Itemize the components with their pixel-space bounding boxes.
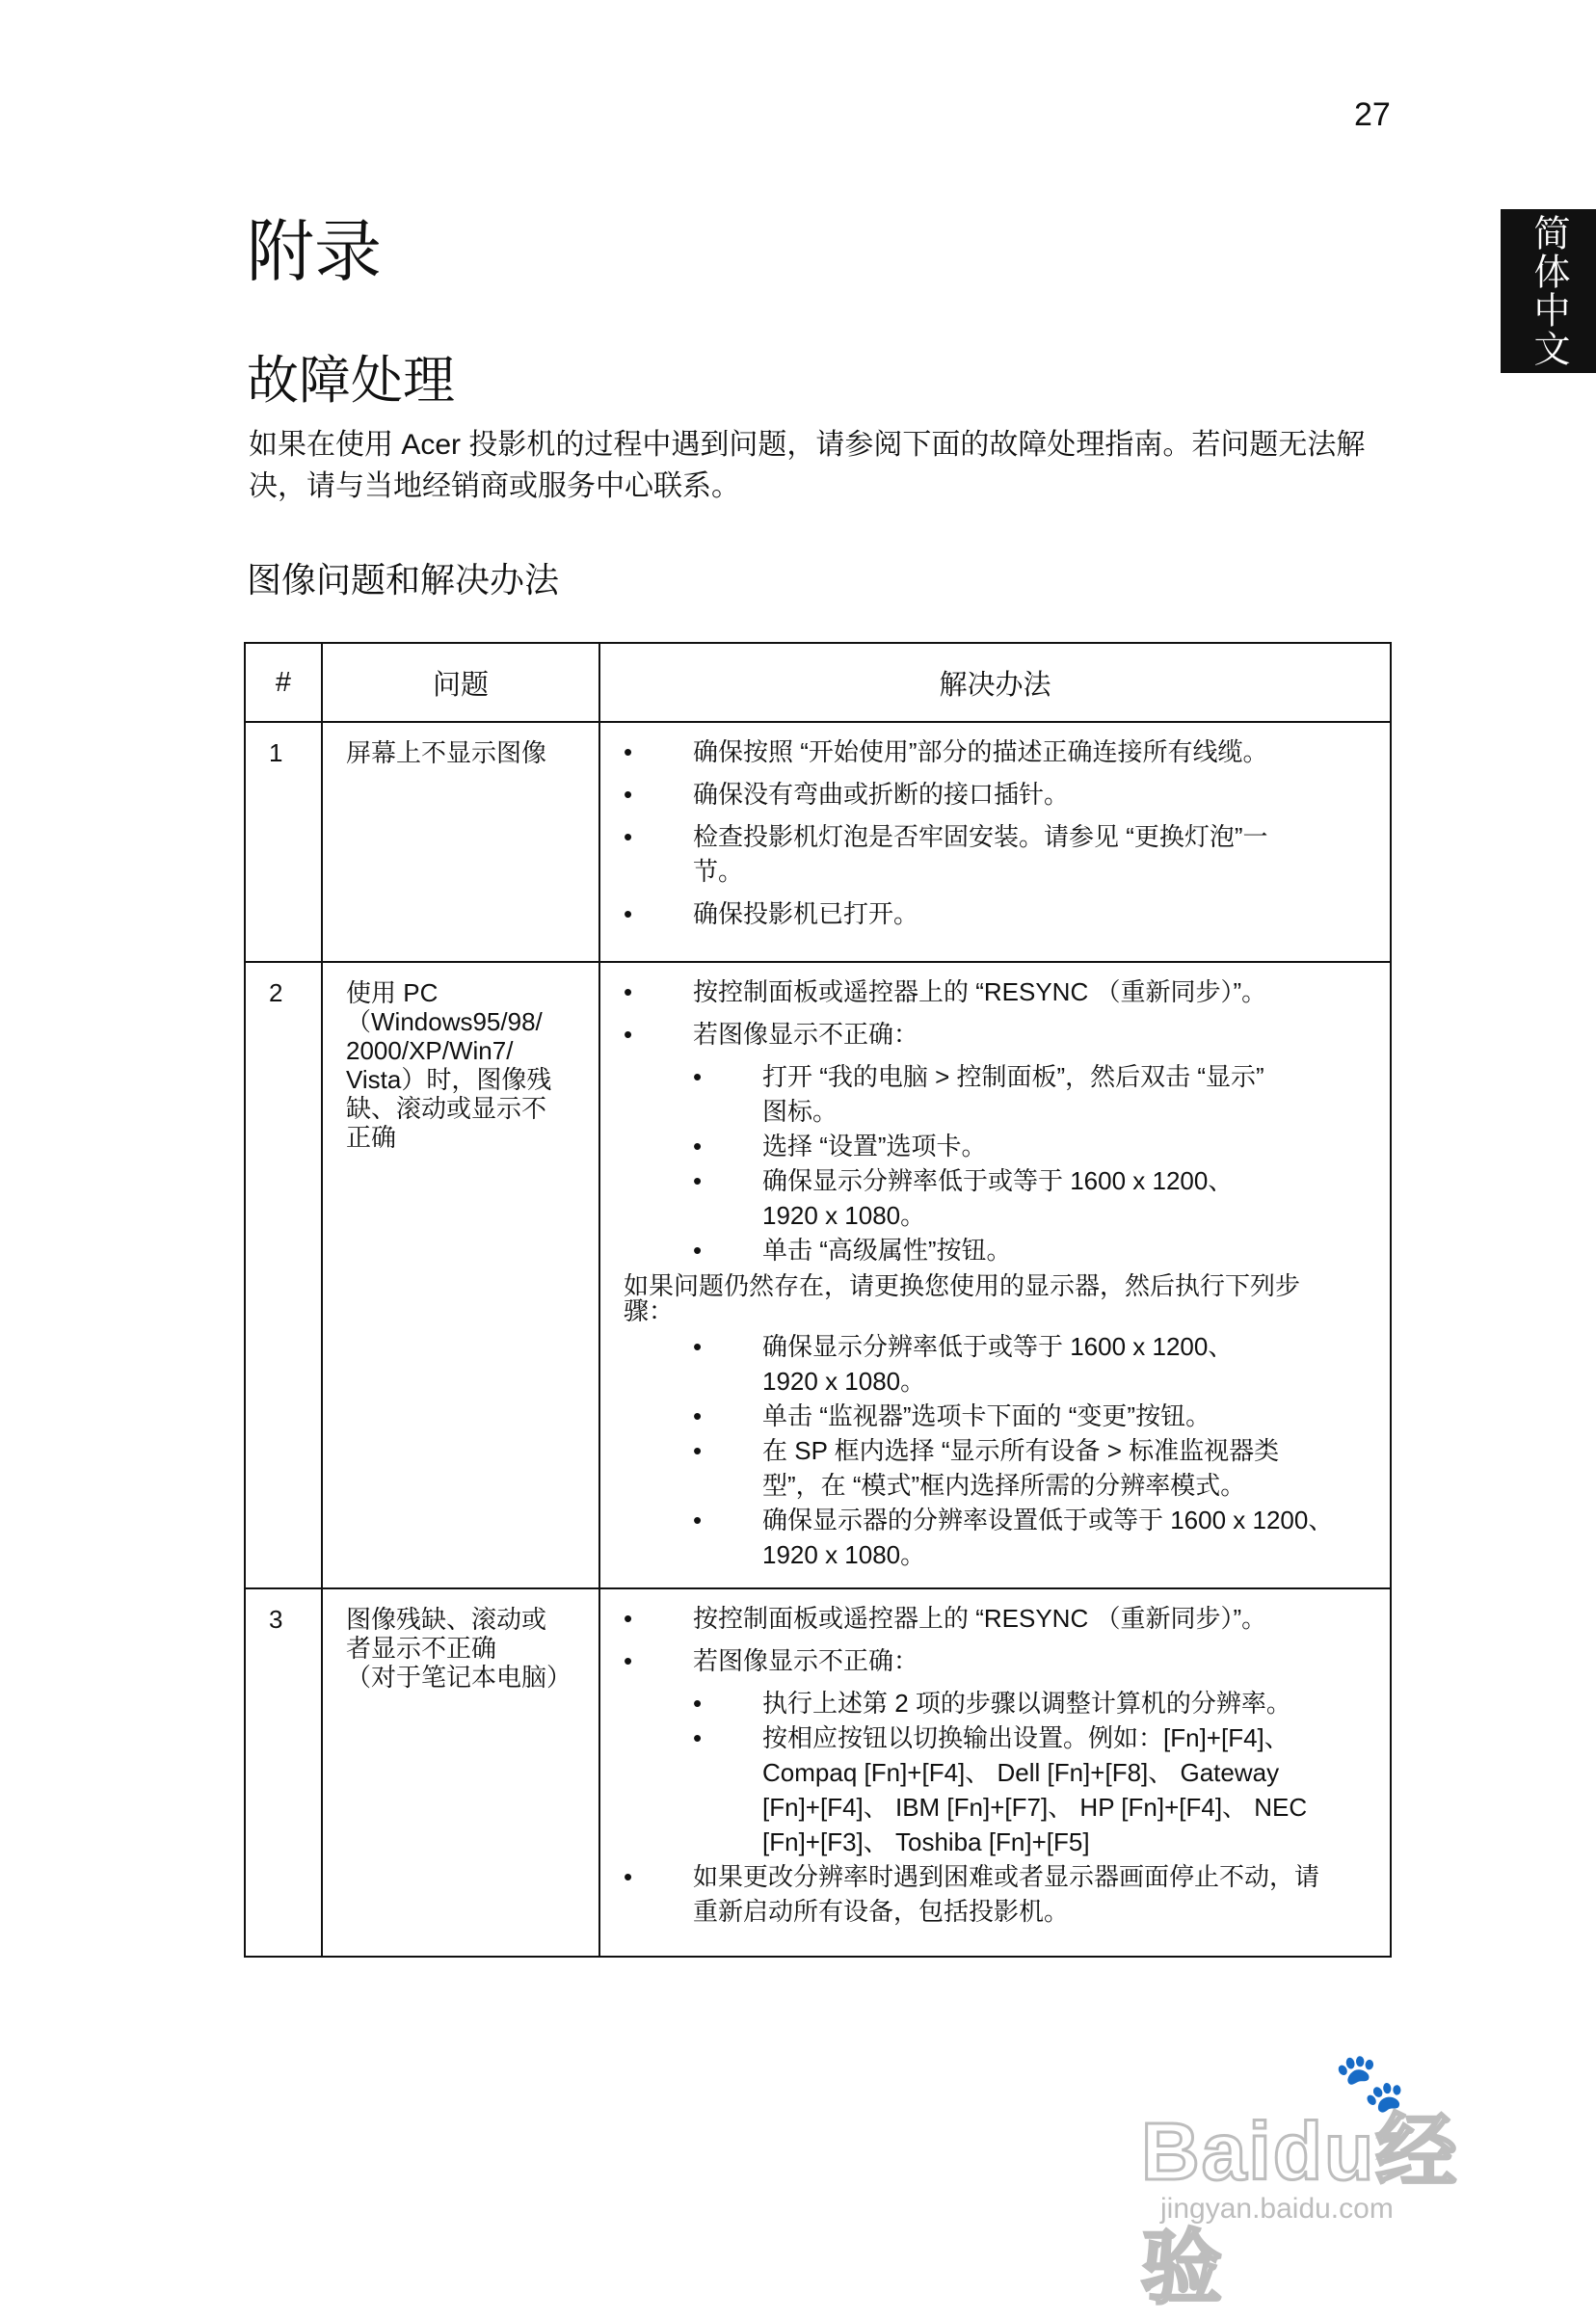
solution-line: 1920 x 1080。 xyxy=(762,1367,926,1396)
solution-line: 若图像显示不正确： xyxy=(693,1646,919,1675)
solution-line: 确保没有弯曲或折断的接口插针。 xyxy=(693,780,1070,809)
solution-line: 确保投影机已打开。 xyxy=(693,899,919,928)
solution-line: 如果问题仍然存在，请更换您使用的显示器，然后执行下列步 xyxy=(624,1271,1301,1300)
solution-line: 骤： xyxy=(624,1296,675,1325)
bullet-icon: • xyxy=(693,1723,703,1752)
row-number: 2 xyxy=(246,963,323,1587)
problem-line: （对于笔记本电脑） xyxy=(346,1663,572,1692)
problem-line: Vista）时，图像残 xyxy=(346,1065,552,1094)
problem-line: 屏幕上不显示图像 xyxy=(346,738,547,767)
solution-cell xyxy=(600,1589,1390,1956)
solution-line: 1920 x 1080。 xyxy=(762,1540,926,1569)
bullet-icon: • xyxy=(624,822,633,851)
solution-item xyxy=(600,896,1380,931)
solution-item xyxy=(600,1859,1380,1929)
bullet-icon: • xyxy=(624,780,633,809)
bullet-icon: • xyxy=(693,1062,703,1091)
solution-line: 确保按照 “开始使用”部分的描述正确连接所有线缆。 xyxy=(693,737,1268,766)
solution-item xyxy=(600,1643,1380,1678)
solution-item xyxy=(600,777,1380,812)
problem-line: 者显示不正确 xyxy=(346,1634,497,1663)
solution-sub-item xyxy=(600,1503,1380,1572)
solution-line: 单击 “监视器”选项卡下面的 “变更”按钮。 xyxy=(762,1401,1211,1430)
problem-cell xyxy=(323,1589,600,1956)
bullet-icon: • xyxy=(693,1689,703,1718)
solution-line: 型”，在 “模式”框内选择所需的分辨率模式。 xyxy=(762,1471,1246,1500)
solution-sub-item xyxy=(600,1720,1380,1859)
solution-line: 若图像显示不正确： xyxy=(693,1020,919,1049)
problem-line: 使用 PC xyxy=(346,978,439,1007)
language-tab xyxy=(1501,209,1596,373)
section-title: 故障处理 xyxy=(247,352,455,410)
solution-line: 按控制面板或遥控器上的 “RESYNC （重新同步）”。 xyxy=(693,977,1267,1006)
watermark-logo: Baidu经验 xyxy=(1141,2106,1459,2313)
solution-item xyxy=(600,1601,1380,1636)
watermark-url: jingyan.baidu.com xyxy=(1160,2193,1394,2225)
solution-sub-item xyxy=(600,1399,1380,1433)
solution-line: Compaq [Fn]+[F4]、 Dell [Fn]+[F8]、 Gateway xyxy=(762,1758,1280,1787)
solution-item xyxy=(600,974,1380,1009)
solution-line: 在 SP 框内选择 “显示所有设备 > 标准监视器类 xyxy=(762,1436,1280,1465)
solution-item xyxy=(600,1017,1380,1052)
problem-line: 缺、滚动或显示不 xyxy=(346,1094,547,1123)
solution-line: 按相应按钮以切换输出设置。例如：[Fn]+[F4]、 xyxy=(762,1723,1290,1752)
solution-line: 如果更改分辨率时遇到困难或者显示器画面停止不动，请 xyxy=(693,1862,1320,1891)
header-problem: 问题 xyxy=(323,644,600,721)
solution-line: 确保显示器的分辨率设置低于或等于 1600 x 1200、 xyxy=(762,1506,1334,1534)
page-number: 27 xyxy=(1354,96,1391,133)
bullet-icon: • xyxy=(693,1506,703,1534)
solution-line: 按控制面板或遥控器上的 “RESYNC （重新同步）”。 xyxy=(693,1604,1267,1633)
problem-line: （Windows95/98/ xyxy=(346,1007,543,1036)
solution-sub-item xyxy=(600,1129,1380,1163)
troubleshooting-table xyxy=(244,642,1392,1958)
solution-line: 1920 x 1080。 xyxy=(762,1201,926,1230)
row-number: 1 xyxy=(246,723,323,961)
solution-line: [Fn]+[F3]、 Toshiba [Fn]+[F5] xyxy=(762,1827,1090,1856)
bullet-icon: • xyxy=(693,1332,703,1361)
table-row xyxy=(246,961,1390,1587)
solution-line: 确保显示分辨率低于或等于 1600 x 1200、 xyxy=(762,1166,1234,1195)
problem-line: 正确 xyxy=(346,1123,397,1152)
bullet-icon: • xyxy=(624,1020,633,1049)
solution-line: 打开 “我的电脑 > 控制面板”，然后双击 “显示” xyxy=(762,1062,1264,1091)
solution-item xyxy=(600,734,1380,769)
solution-sub-item xyxy=(600,1233,1380,1267)
solution-cell xyxy=(600,723,1390,961)
solution-sub-item xyxy=(600,1163,1380,1233)
bullet-icon: • xyxy=(624,1646,633,1675)
problem-cell xyxy=(323,963,600,1587)
solution-line: 选择 “设置”选项卡。 xyxy=(762,1132,987,1160)
bullet-icon: • xyxy=(693,1132,703,1160)
baidu-watermark xyxy=(1141,2048,1498,2313)
solution-item xyxy=(600,819,1380,889)
solution-line: 节。 xyxy=(693,857,744,886)
bullet-icon: • xyxy=(624,899,633,928)
bullet-icon: • xyxy=(693,1166,703,1195)
bullet-icon: • xyxy=(693,1436,703,1465)
row-number: 3 xyxy=(246,1589,323,1956)
problem-cell xyxy=(323,723,600,961)
solution-line: [Fn]+[F4]、 IBM [Fn]+[F7]、 HP [Fn]+[F4]、 NEC xyxy=(762,1793,1308,1822)
solution-line: 重新启动所有设备，包括投影机。 xyxy=(693,1897,1070,1926)
solution-line: 确保显示分辨率低于或等于 1600 x 1200、 xyxy=(762,1332,1234,1361)
problem-line: 2000/XP/Win7/ xyxy=(346,1036,514,1065)
table-row xyxy=(246,721,1390,961)
solution-line: 图标。 xyxy=(762,1097,838,1126)
solution-sub-item xyxy=(600,1433,1380,1503)
bullet-icon: • xyxy=(624,977,633,1006)
language-tab-label: 简体中文 xyxy=(1528,214,1568,368)
solution-line: 执行上述第 2 项的步骤以调整计算机的分辨率。 xyxy=(762,1689,1291,1718)
solution-paragraph xyxy=(600,1273,1380,1323)
bullet-icon: • xyxy=(624,1604,633,1633)
problem-line: 图像残缺、滚动或 xyxy=(346,1605,547,1634)
page-title: 附录 xyxy=(247,214,382,289)
solution-line: 检查投影机灯泡是否牢固安装。请参见 “更换灯泡”一 xyxy=(693,822,1268,851)
solution-cell xyxy=(600,963,1390,1587)
bullet-icon: • xyxy=(624,1862,633,1891)
intro-paragraph: 如果在使用 Acer 投影机的过程中遇到问题，请参阅下面的故障处理指南。若问题无法解决，请与当地经销商或服务中心联系。 xyxy=(249,429,1366,502)
table-header-row xyxy=(246,644,1390,721)
header-number: # xyxy=(246,644,323,721)
paw-icon: 🐾 xyxy=(1334,2050,1406,2115)
table-row xyxy=(246,1587,1390,1956)
subsection-title: 图像问题和解决办法 xyxy=(247,560,560,600)
solution-sub-item xyxy=(600,1059,1380,1129)
solution-line: 单击 “高级属性”按钮。 xyxy=(762,1236,1012,1265)
header-solution: 解决办法 xyxy=(939,669,1051,701)
bullet-icon: • xyxy=(624,737,633,766)
bullet-icon: • xyxy=(693,1401,703,1430)
bullet-icon: • xyxy=(693,1236,703,1265)
solution-sub-item xyxy=(600,1686,1380,1720)
solution-sub-item xyxy=(600,1329,1380,1399)
